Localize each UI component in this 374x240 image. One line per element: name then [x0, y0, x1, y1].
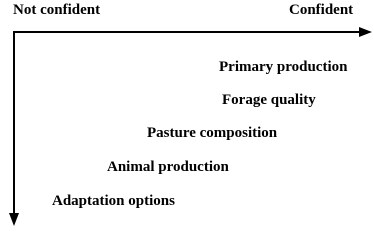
not-confident-label: Not confident	[13, 2, 101, 18]
item-primary-production: Primary production	[219, 59, 348, 75]
item-forage-quality: Forage quality	[222, 92, 316, 108]
item-animal-production: Animal production	[107, 159, 229, 175]
horizontal-axis-arrowhead	[359, 27, 372, 37]
item-adaptation-options: Adaptation options	[52, 193, 175, 209]
confident-label: Confident	[289, 2, 354, 18]
vertical-axis-arrowhead	[9, 213, 19, 226]
item-pasture-composition: Pasture composition	[147, 125, 278, 141]
